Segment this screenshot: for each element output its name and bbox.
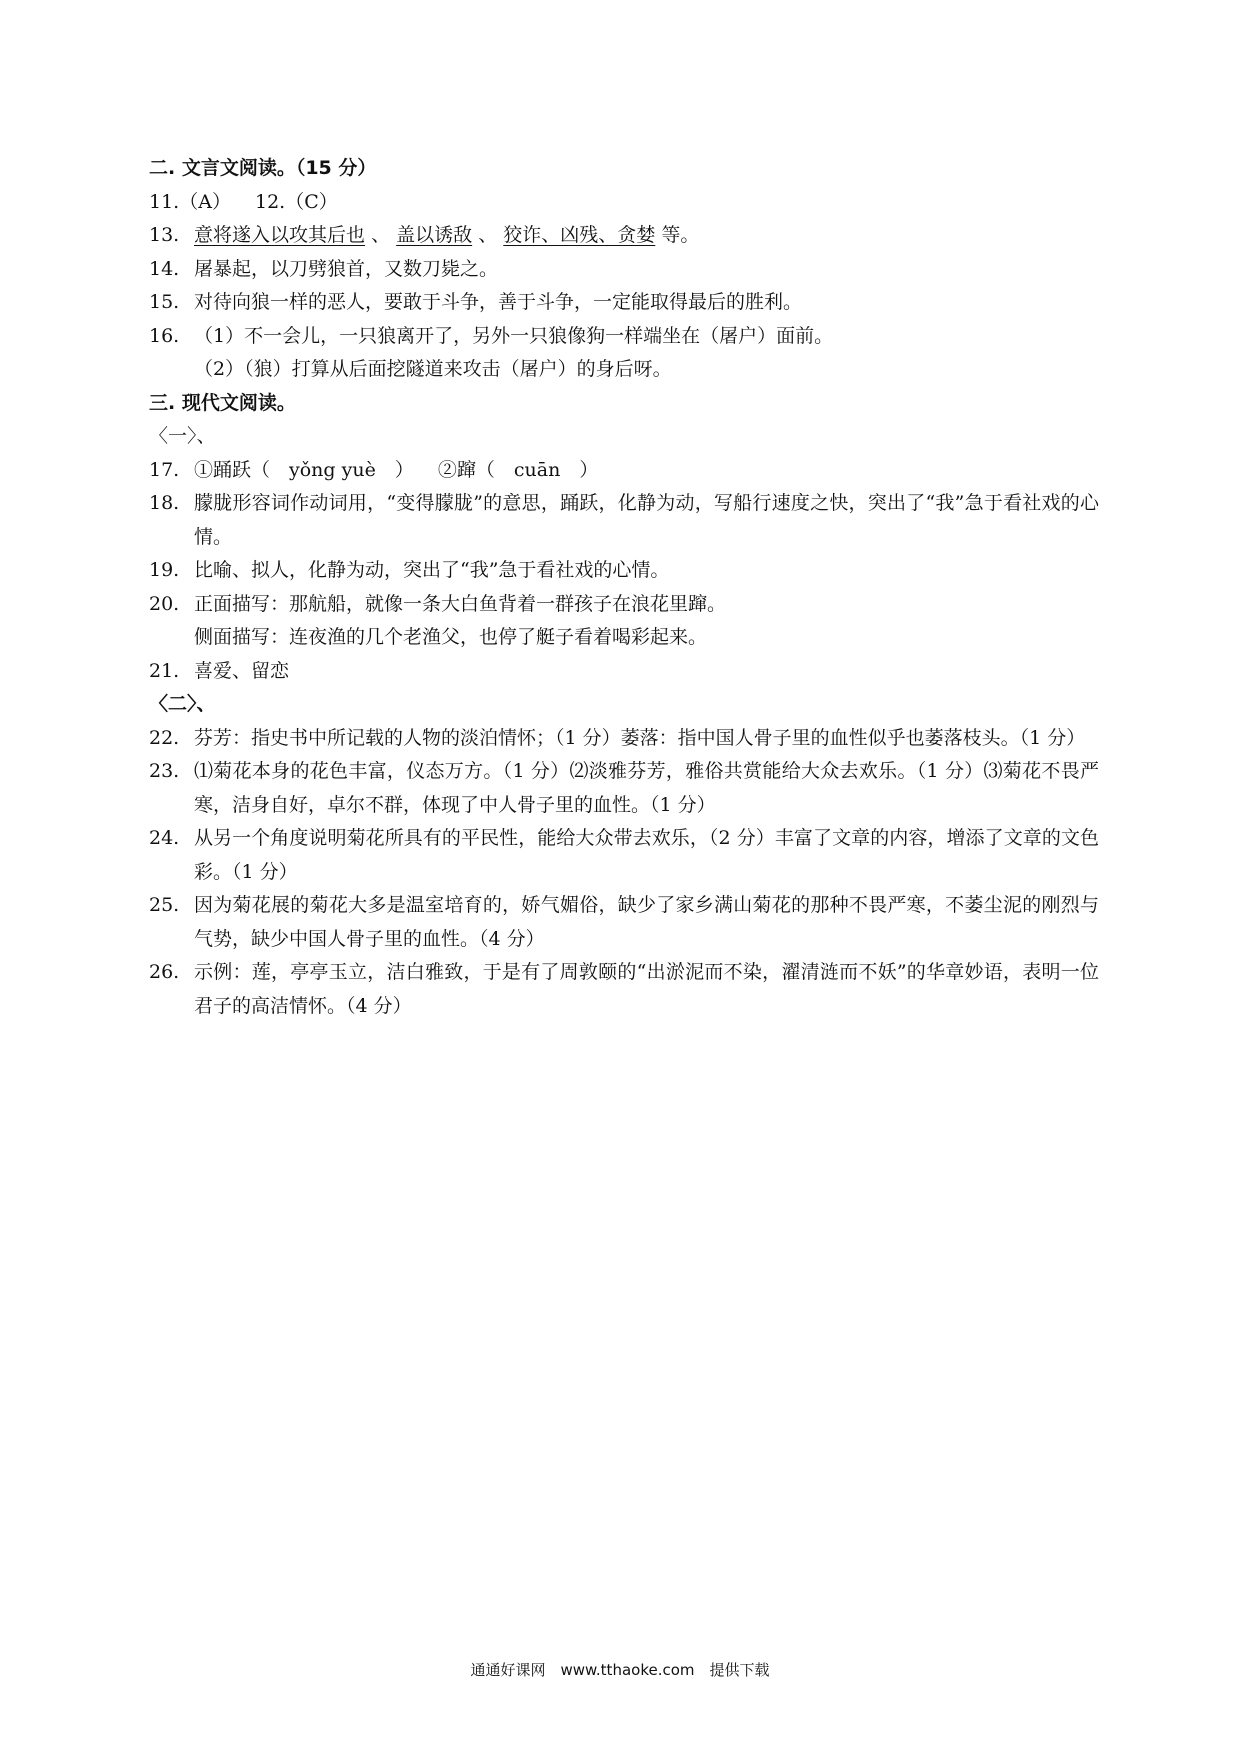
q26-answer: 示例：莲，亭亭玉立，洁白雅致，于是有了周敦颐的“出淤泥而不染，濯清涟而不妖”的华章妙语，表明一位君子的高洁情怀。（4 分） bbox=[194, 961, 1099, 1017]
answer-sheet bbox=[149, 152, 1099, 1023]
part2-label: 〈二〉、 bbox=[149, 693, 216, 715]
q14-answer: 屠暴起，以刀劈狼首，又数刀毙之。 bbox=[194, 257, 499, 280]
q16-number: 16. bbox=[149, 324, 180, 347]
q13-tail: 等。 bbox=[661, 224, 700, 246]
q11-answer: 11.（A） bbox=[149, 190, 231, 213]
q19-answer: 比喻、拟人，化静为动，突出了“我”急于看社戏的心情。 bbox=[194, 559, 670, 581]
q20 bbox=[149, 588, 1099, 622]
q13-sep2: 、 bbox=[478, 224, 498, 246]
q24-answer: 从另一个角度说明菊花所具有的平民性，能给大众带去欢乐，（2 分）丰富了文章的内容，增添了文章的文色彩。（1 分） bbox=[194, 827, 1099, 883]
q14-number: 14. bbox=[149, 257, 180, 280]
q14 bbox=[149, 253, 1099, 287]
q19-number: 19. bbox=[149, 559, 180, 581]
part1-label: 〈一〉、 bbox=[149, 425, 216, 447]
q15-number: 15. bbox=[149, 291, 180, 313]
q13-sep1: 、 bbox=[371, 224, 391, 246]
q21 bbox=[149, 655, 1099, 689]
q15 bbox=[149, 286, 1099, 320]
q21-number: 21. bbox=[149, 659, 180, 682]
q12-answer: 12.（C） bbox=[255, 190, 338, 213]
q22-answer: 芬芳：指史书中所记载的人物的淡泊情怀；（1 分）萎落：指中国人骨子里的血性似乎也萎落枝头。（1 分） bbox=[194, 726, 1086, 749]
q13-answer-b: 盖以诱敌 bbox=[396, 224, 473, 246]
q17-number: 17. bbox=[149, 458, 180, 481]
q23 bbox=[149, 755, 1099, 822]
q13-answer-a: 意将遂入以攻其后也 bbox=[194, 224, 366, 246]
section3-heading: 三. 现代文阅读。 bbox=[149, 391, 296, 414]
q16-answer-1: （1）不一会儿，一只狼离开了，另外一只狼像狗一样端坐在（屠户）面前。 bbox=[194, 324, 834, 347]
q25 bbox=[149, 889, 1099, 956]
q25-number: 25. bbox=[149, 894, 180, 916]
q13-answer-c: 狡诈、凶残、贪婪 bbox=[503, 224, 656, 246]
q13 bbox=[149, 219, 1099, 253]
page-footer: 通通好课网 www.tthaoke.com 提供下载 bbox=[470, 1661, 770, 1679]
section2-heading: 二. 文言文阅读。（15 分） bbox=[149, 157, 377, 179]
q20-answer-2: 侧面描写：连夜渔的几个老渔父，也停了艇子看着喝彩起来。 bbox=[194, 626, 708, 648]
q17 bbox=[149, 454, 1099, 488]
q16 bbox=[149, 320, 1099, 354]
q16-answer-2: （2）（狼）打算从后面挖隧道来攻击（屠户）的身后呀。 bbox=[194, 358, 672, 380]
q18 bbox=[149, 487, 1099, 554]
q20-number: 20. bbox=[149, 592, 180, 615]
q22-number: 22. bbox=[149, 726, 180, 749]
q13-number: 13. bbox=[149, 224, 180, 246]
q21-answer: 喜爱、留恋 bbox=[194, 659, 290, 682]
q24 bbox=[149, 822, 1099, 889]
q20-answer-1: 正面描写：那航船，就像一条大白鱼背着一群孩子在浪花里蹿。 bbox=[194, 592, 727, 615]
q18-answer: 朦胧形容词作动词用，“变得朦胧”的意思，踊跃，化静为动，写船行速度之快，突出了“我”急于看社戏的心情。 bbox=[194, 492, 1099, 548]
q22 bbox=[149, 722, 1099, 756]
q25-answer: 因为菊花展的菊花大多是温室培育的，娇气媚俗，缺少了家乡满山菊花的那种不畏严寒，不萎尘泥的刚烈与气势，缺少中国人骨子里的血性。（4 分） bbox=[194, 894, 1099, 950]
q15-answer: 对待向狼一样的恶人，要敢于斗争，善于斗争，一定能取得最后的胜利。 bbox=[194, 291, 803, 313]
q26-number: 26. bbox=[149, 961, 180, 983]
q24-number: 24. bbox=[149, 827, 180, 849]
q18-number: 18. bbox=[149, 492, 180, 514]
q23-number: 23. bbox=[149, 760, 180, 782]
q17-answer-b: ②蹿（ cuān ） bbox=[437, 458, 599, 481]
q23-answer: ⑴菊花本身的花色丰富，仪态万方。（1 分）⑵淡雅芬芳，雅俗共赏能给大众去欢乐。（1 分）⑶菊花不畏严寒，洁身自好，卓尔不群，体现了中人骨子里的血性。（1 分） bbox=[194, 760, 1099, 816]
q26 bbox=[149, 956, 1099, 1023]
q11-q12-row bbox=[149, 186, 1099, 220]
q17-answer-a: ①踊跃（ yǒng yuè ） bbox=[194, 458, 414, 481]
q19 bbox=[149, 554, 1099, 588]
